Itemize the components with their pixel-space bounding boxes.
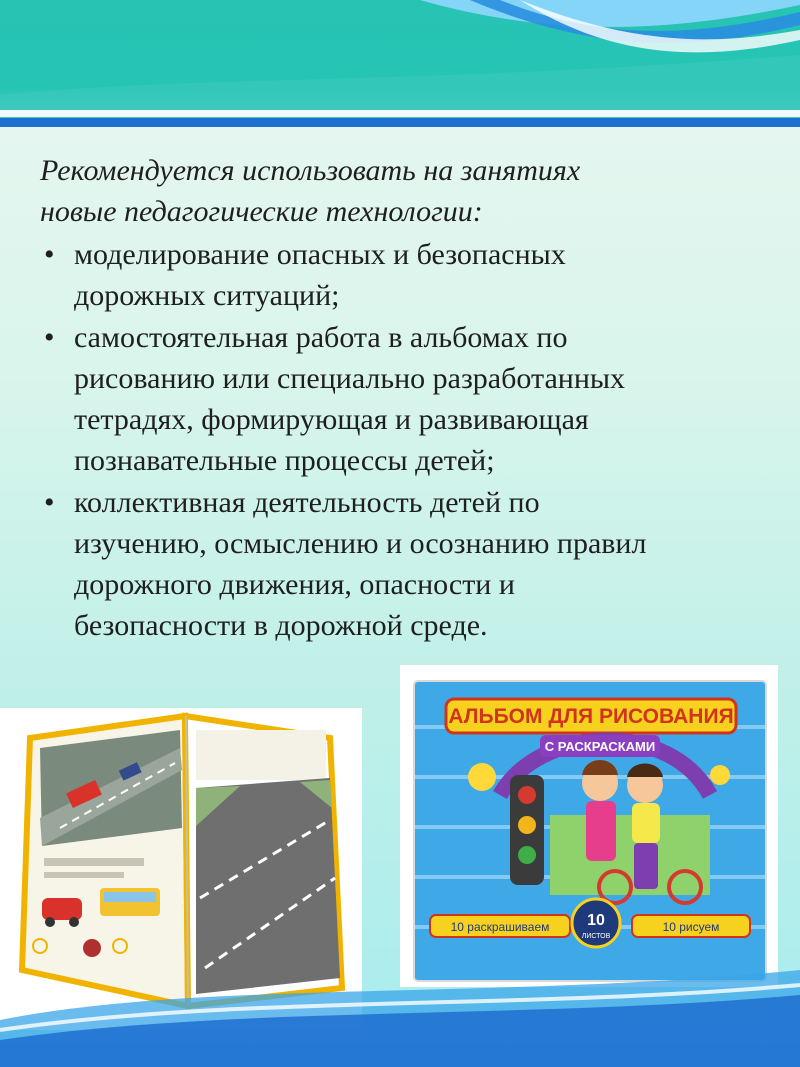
album-badge-number: 10 [587, 912, 605, 929]
bullet-line: дорожных ситуаций; [74, 279, 340, 312]
footer-waves [0, 960, 800, 1067]
bullet-line: дорожного движения, опасности и [74, 568, 515, 601]
bullet-line: познавательные процессы детей; [74, 444, 495, 477]
header-band [0, 0, 800, 125]
intro-line: новые педагогические технологии: [40, 195, 483, 228]
bullet-line: безопасности в дорожной среде. [74, 609, 488, 642]
bullet-line: рисованию или специально разработанных [74, 362, 626, 395]
bullet-marker: • [44, 486, 55, 519]
album-right-label: 10 рисуем [662, 920, 720, 934]
slide-text [40, 150, 770, 647]
bullet-line: моделирование опасных и безопасных [74, 238, 566, 271]
header-waves-decoration [0, 0, 800, 125]
bullet-item [40, 317, 770, 481]
bullet-item [40, 234, 770, 316]
intro-text [40, 150, 770, 232]
album-cover-photo [400, 665, 778, 987]
bullet-line: самостоятельная работа в альбомах по [74, 321, 568, 354]
album-ribbon: С РАСКРАСКАМИ [544, 739, 656, 754]
bullet-line: коллективная деятельность детей по [74, 486, 540, 519]
bullet-marker: • [44, 321, 55, 354]
bullet-line: изучению, осмыслению и осознанию правил [74, 527, 647, 560]
bullet-list [40, 234, 770, 646]
bullet-item [40, 482, 770, 646]
album-badge-text: ЛИСТОВ [581, 933, 611, 940]
bullet-marker: • [44, 238, 55, 271]
bullet-line: тетрадях, формирующая и развивающая [74, 403, 589, 436]
footer-waves-decoration [0, 960, 800, 1067]
intro-line: Рекомендуется использовать на занятиях [40, 154, 581, 187]
album-title: АЛЬБОМ ДЛЯ РИСОВАНИЯ [448, 705, 734, 728]
header-divider-light [0, 110, 800, 117]
album-left-label: 10 раскрашиваем [450, 920, 550, 934]
header-divider [0, 118, 800, 127]
